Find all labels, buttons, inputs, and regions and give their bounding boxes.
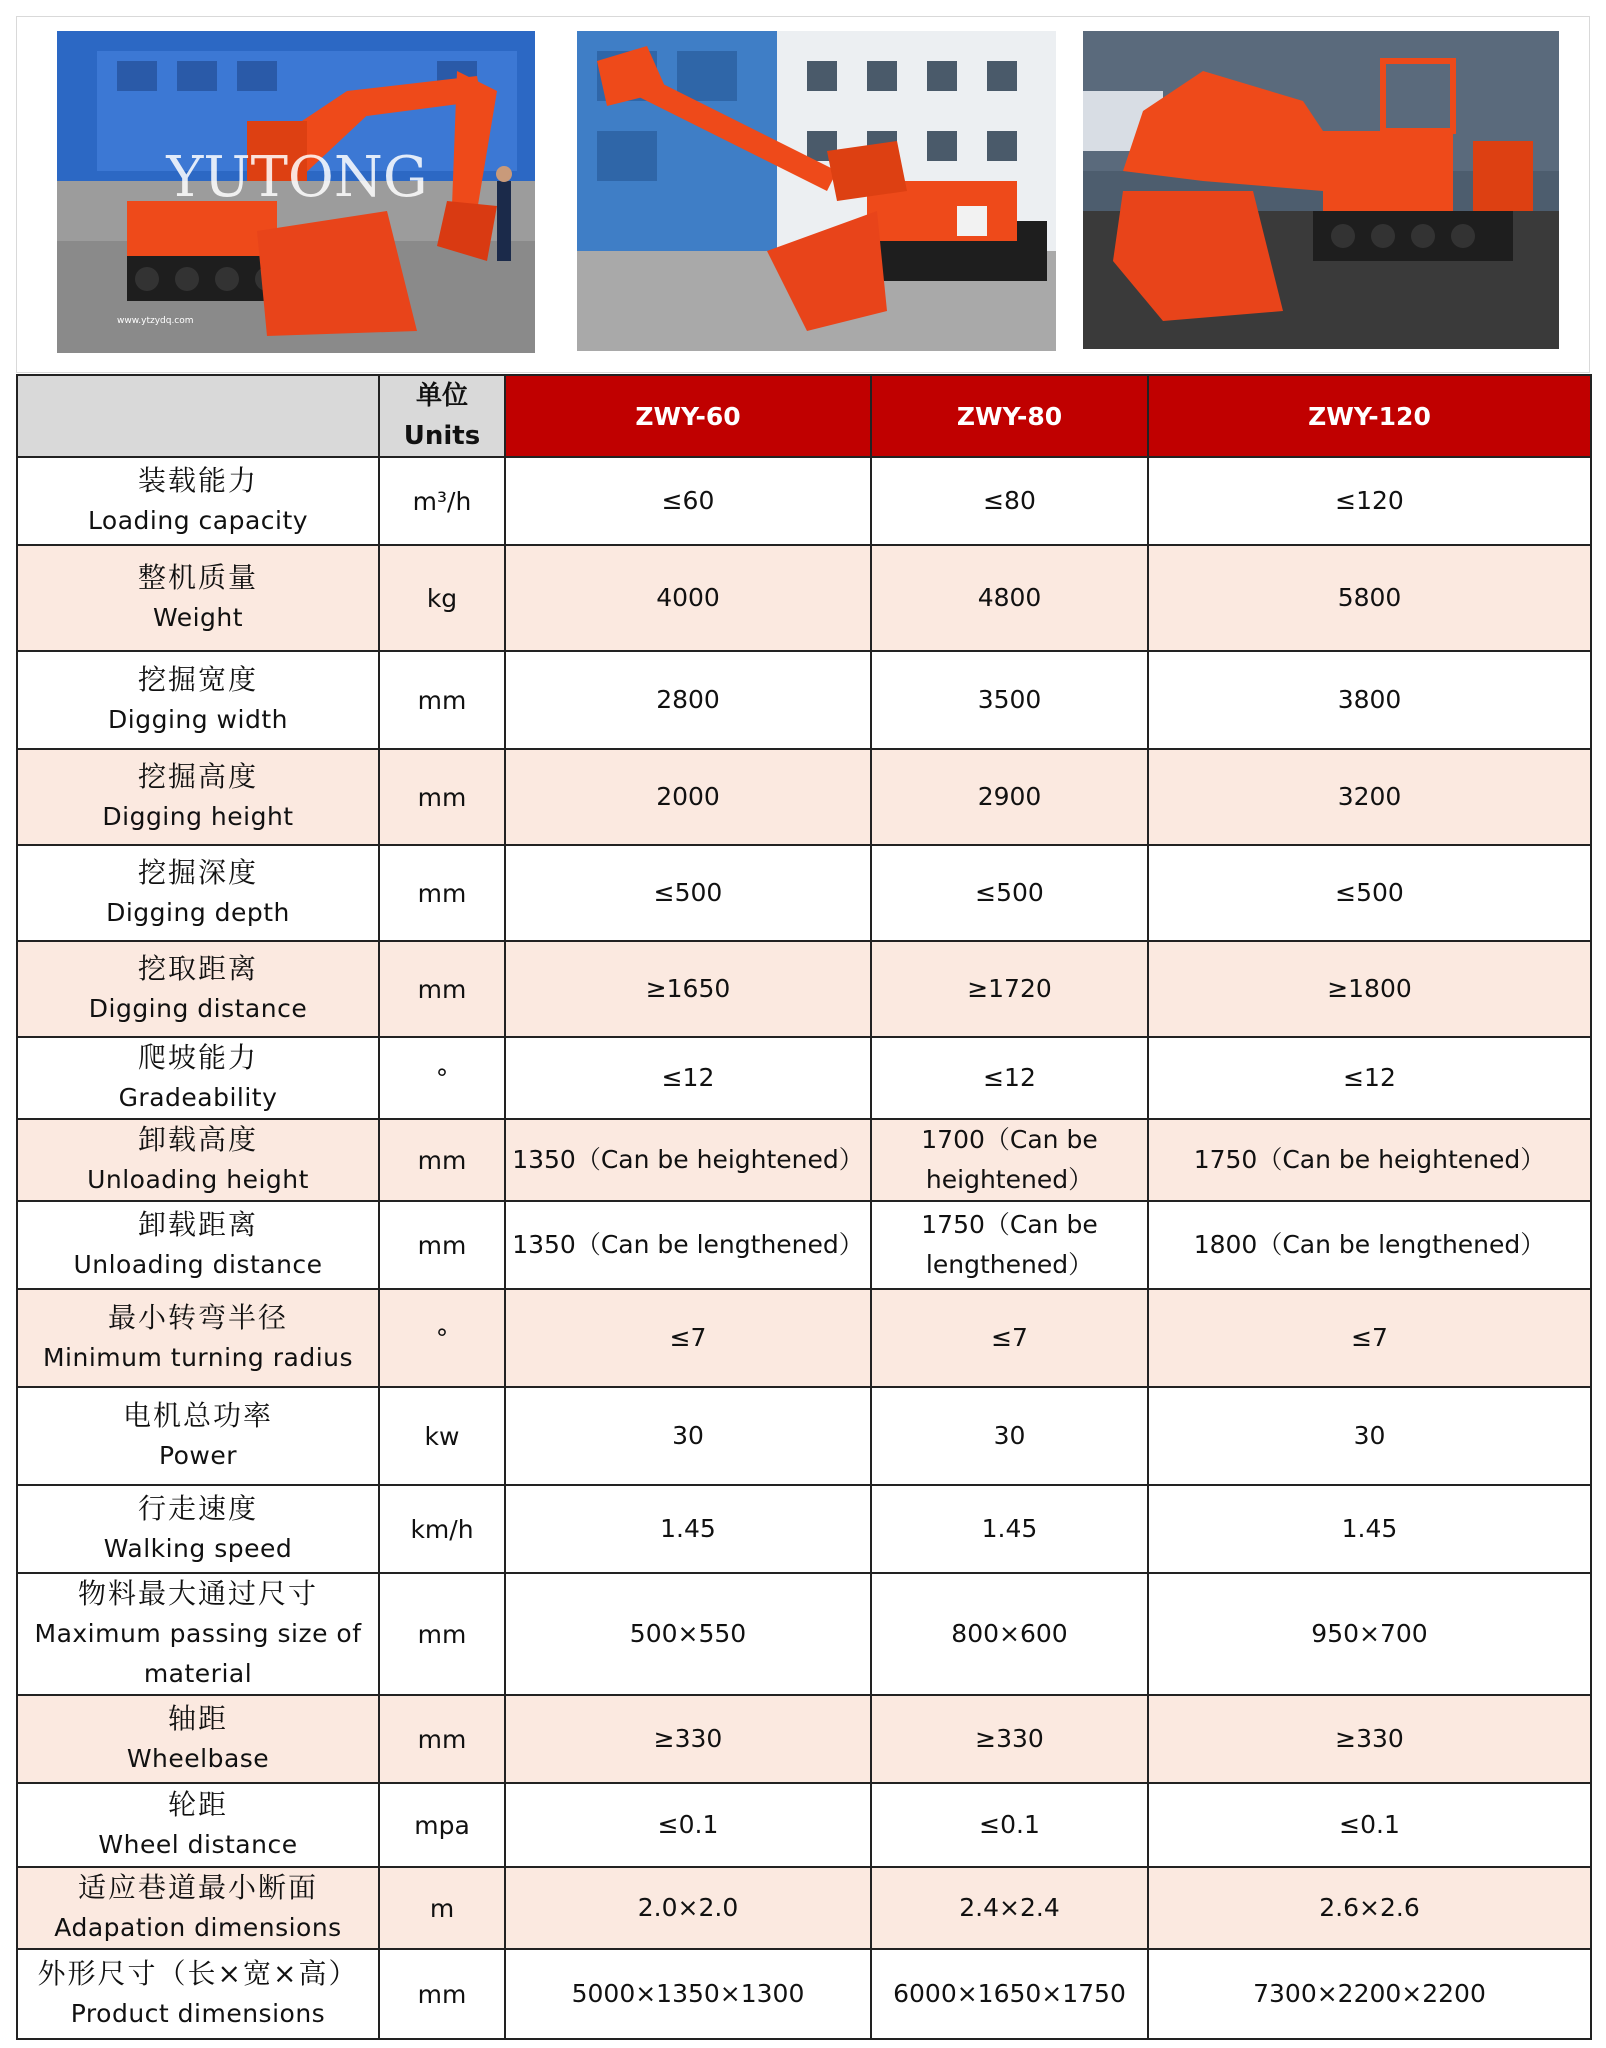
value-zwy120: ≤7 bbox=[1148, 1289, 1591, 1387]
table-row bbox=[17, 941, 1591, 1037]
param-name-en: Adapation dimensions bbox=[54, 1913, 342, 1942]
table-row bbox=[17, 749, 1591, 845]
param-name-cell bbox=[17, 749, 379, 845]
param-name-en: Weight bbox=[152, 603, 244, 632]
unit-cell: mm bbox=[379, 1695, 505, 1783]
param-name-cell bbox=[17, 1783, 379, 1867]
unit-cell: mm bbox=[379, 1573, 505, 1695]
param-name-zh: 物料最大通过尺寸 bbox=[77, 1577, 318, 1610]
value-zwy120: 30 bbox=[1148, 1387, 1591, 1485]
param-name-zh: 挖取距离 bbox=[137, 952, 258, 985]
value-zwy120: ≤120 bbox=[1148, 457, 1591, 545]
value-zwy120: 1.45 bbox=[1148, 1485, 1591, 1573]
value-zwy120: ≤0.1 bbox=[1148, 1783, 1591, 1867]
table-row bbox=[17, 1783, 1591, 1867]
value-zwy60: ≥1650 bbox=[505, 941, 871, 1037]
param-name-zh: 外形尺寸（长×宽×高） bbox=[37, 1957, 359, 1990]
param-name-cell bbox=[17, 1201, 379, 1289]
table-row bbox=[17, 1949, 1591, 2039]
value-zwy60: 1350（Can be lengthened） bbox=[505, 1201, 871, 1289]
table-row bbox=[17, 1387, 1591, 1485]
table-row bbox=[17, 1573, 1591, 1695]
value-zwy80: 1700（Can be heightened） bbox=[871, 1119, 1148, 1201]
table-row bbox=[17, 1485, 1591, 1573]
param-name-zh: 行走速度 bbox=[137, 1492, 258, 1525]
table-row bbox=[17, 1119, 1591, 1201]
value-zwy80: 2900 bbox=[871, 749, 1148, 845]
value-zwy120: ≤12 bbox=[1148, 1037, 1591, 1119]
value-zwy60: ≤12 bbox=[505, 1037, 871, 1119]
param-name-zh: 挖掘高度 bbox=[137, 760, 258, 793]
value-zwy120: ≥330 bbox=[1148, 1695, 1591, 1783]
header-blank-cell bbox=[17, 375, 379, 457]
value-zwy120: 1800（Can be lengthened） bbox=[1148, 1201, 1591, 1289]
param-name-zh: 适应巷道最小断面 bbox=[77, 1871, 318, 1904]
url-text: www.ytzydq.com bbox=[117, 316, 194, 326]
value-zwy80: ≤80 bbox=[871, 457, 1148, 545]
unit-cell: m³/h bbox=[379, 457, 505, 545]
param-name-cell bbox=[17, 1485, 379, 1573]
unit-cell: m bbox=[379, 1867, 505, 1949]
header-row bbox=[17, 375, 1591, 457]
value-zwy60: ≤7 bbox=[505, 1289, 871, 1387]
param-name-cell bbox=[17, 1037, 379, 1119]
param-name-zh: 爬坡能力 bbox=[137, 1041, 258, 1074]
header-model-zwy60: ZWY-60 bbox=[505, 375, 871, 457]
value-zwy80: 30 bbox=[871, 1387, 1148, 1485]
param-name-en: Product dimensions bbox=[70, 1999, 326, 2028]
value-zwy80: ≤0.1 bbox=[871, 1783, 1148, 1867]
param-name-en: Maximum passing size of material bbox=[34, 1619, 362, 1688]
value-zwy60: ≤60 bbox=[505, 457, 871, 545]
param-name-en: Digging depth bbox=[106, 898, 290, 927]
value-zwy120: 3800 bbox=[1148, 651, 1591, 749]
product-photo-1 bbox=[57, 31, 535, 353]
param-name-cell bbox=[17, 845, 379, 941]
param-name-zh: 卸载高度 bbox=[137, 1123, 258, 1156]
unit-cell: mm bbox=[379, 1949, 505, 2039]
param-name-en: Digging width bbox=[108, 705, 288, 734]
param-name-zh: 挖掘深度 bbox=[137, 856, 258, 889]
param-name-en: Minimum turning radius bbox=[42, 1343, 354, 1372]
value-zwy80: 4800 bbox=[871, 545, 1148, 651]
header-units-en: Units bbox=[403, 421, 481, 451]
param-name-zh: 装载能力 bbox=[137, 464, 258, 497]
spec-table bbox=[16, 374, 1592, 2040]
param-name-cell bbox=[17, 457, 379, 545]
value-zwy60: ≤500 bbox=[505, 845, 871, 941]
photo-strip bbox=[16, 16, 1590, 373]
param-name-en: Gradeability bbox=[118, 1083, 278, 1112]
param-name-cell bbox=[17, 1867, 379, 1949]
param-name-zh: 挖掘宽度 bbox=[137, 663, 258, 696]
value-zwy120: 3200 bbox=[1148, 749, 1591, 845]
product-photo-3 bbox=[1083, 31, 1559, 349]
param-name-cell bbox=[17, 1387, 379, 1485]
value-zwy120: 2.6×2.6 bbox=[1148, 1867, 1591, 1949]
param-name-cell bbox=[17, 941, 379, 1037]
value-zwy60: ≥330 bbox=[505, 1695, 871, 1783]
param-name-zh: 轴距 bbox=[167, 1702, 228, 1735]
param-name-zh: 卸载距离 bbox=[137, 1208, 258, 1241]
unit-cell: mm bbox=[379, 651, 505, 749]
value-zwy80: 1750（Can be lengthened） bbox=[871, 1201, 1148, 1289]
value-zwy80: 1.45 bbox=[871, 1485, 1148, 1573]
param-name-cell bbox=[17, 1573, 379, 1695]
table-row bbox=[17, 1867, 1591, 1949]
param-name-en: Power bbox=[158, 1441, 238, 1470]
value-zwy60: 1350（Can be heightened） bbox=[505, 1119, 871, 1201]
value-zwy60: 2800 bbox=[505, 651, 871, 749]
value-zwy60: 30 bbox=[505, 1387, 871, 1485]
value-zwy120: 7300×2200×2200 bbox=[1148, 1949, 1591, 2039]
value-zwy80: ≤12 bbox=[871, 1037, 1148, 1119]
value-zwy80: 6000×1650×1750 bbox=[871, 1949, 1148, 2039]
header-units-zh: 单位 bbox=[415, 381, 468, 411]
table-row bbox=[17, 845, 1591, 941]
value-zwy60: 1.45 bbox=[505, 1485, 871, 1573]
unit-cell: mm bbox=[379, 941, 505, 1037]
value-zwy60: 2.0×2.0 bbox=[505, 1867, 871, 1949]
table-row bbox=[17, 457, 1591, 545]
table-row bbox=[17, 1695, 1591, 1783]
param-name-en: Walking speed bbox=[103, 1534, 293, 1563]
param-name-cell bbox=[17, 651, 379, 749]
unit-cell: mm bbox=[379, 749, 505, 845]
table-row bbox=[17, 651, 1591, 749]
param-name-en: Wheelbase bbox=[126, 1744, 270, 1773]
unit-cell: km/h bbox=[379, 1485, 505, 1573]
table-row bbox=[17, 1201, 1591, 1289]
value-zwy60: 2000 bbox=[505, 749, 871, 845]
value-zwy60: ≤0.1 bbox=[505, 1783, 871, 1867]
param-name-zh: 最小转弯半径 bbox=[107, 1301, 288, 1334]
param-name-cell bbox=[17, 1949, 379, 2039]
product-photo-2 bbox=[577, 31, 1056, 351]
table-row bbox=[17, 545, 1591, 651]
unit-cell: ° bbox=[379, 1289, 505, 1387]
table-row bbox=[17, 1289, 1591, 1387]
unit-cell: mm bbox=[379, 1201, 505, 1289]
unit-cell: kg bbox=[379, 545, 505, 651]
header-model-zwy80: ZWY-80 bbox=[871, 375, 1148, 457]
param-name-zh: 轮距 bbox=[167, 1788, 228, 1821]
value-zwy80: ≤500 bbox=[871, 845, 1148, 941]
unit-cell: mm bbox=[379, 1119, 505, 1201]
param-name-cell bbox=[17, 1119, 379, 1201]
value-zwy60: 4000 bbox=[505, 545, 871, 651]
value-zwy80: 3500 bbox=[871, 651, 1148, 749]
unit-cell: mm bbox=[379, 845, 505, 941]
table-row bbox=[17, 1037, 1591, 1119]
value-zwy80: 2.4×2.4 bbox=[871, 1867, 1148, 1949]
watermark-text: YUTONG bbox=[166, 145, 428, 210]
param-name-en: Digging height bbox=[102, 802, 294, 831]
value-zwy120: 1750（Can be heightened） bbox=[1148, 1119, 1591, 1201]
unit-cell: kw bbox=[379, 1387, 505, 1485]
param-name-cell bbox=[17, 1695, 379, 1783]
param-name-en: Wheel distance bbox=[98, 1830, 298, 1859]
value-zwy60: 500×550 bbox=[505, 1573, 871, 1695]
param-name-zh: 电机总功率 bbox=[122, 1399, 273, 1432]
unit-cell: mpa bbox=[379, 1783, 505, 1867]
param-name-en: Unloading distance bbox=[73, 1250, 323, 1279]
value-zwy80: ≤7 bbox=[871, 1289, 1148, 1387]
value-zwy80: ≥1720 bbox=[871, 941, 1148, 1037]
param-name-en: Loading capacity bbox=[87, 506, 309, 535]
param-name-en: Digging distance bbox=[88, 994, 308, 1023]
param-name-en: Unloading height bbox=[87, 1165, 309, 1194]
unit-cell: ° bbox=[379, 1037, 505, 1119]
value-zwy120: ≥1800 bbox=[1148, 941, 1591, 1037]
header-model-zwy120: ZWY-120 bbox=[1148, 375, 1591, 457]
value-zwy120: 950×700 bbox=[1148, 1573, 1591, 1695]
value-zwy80: 800×600 bbox=[871, 1573, 1148, 1695]
param-name-cell bbox=[17, 1289, 379, 1387]
value-zwy80: ≥330 bbox=[871, 1695, 1148, 1783]
value-zwy120: ≤500 bbox=[1148, 845, 1591, 941]
param-name-zh: 整机质量 bbox=[137, 561, 258, 594]
value-zwy60: 5000×1350×1300 bbox=[505, 1949, 871, 2039]
value-zwy120: 5800 bbox=[1148, 545, 1591, 651]
header-units-cell bbox=[379, 375, 505, 457]
param-name-cell bbox=[17, 545, 379, 651]
